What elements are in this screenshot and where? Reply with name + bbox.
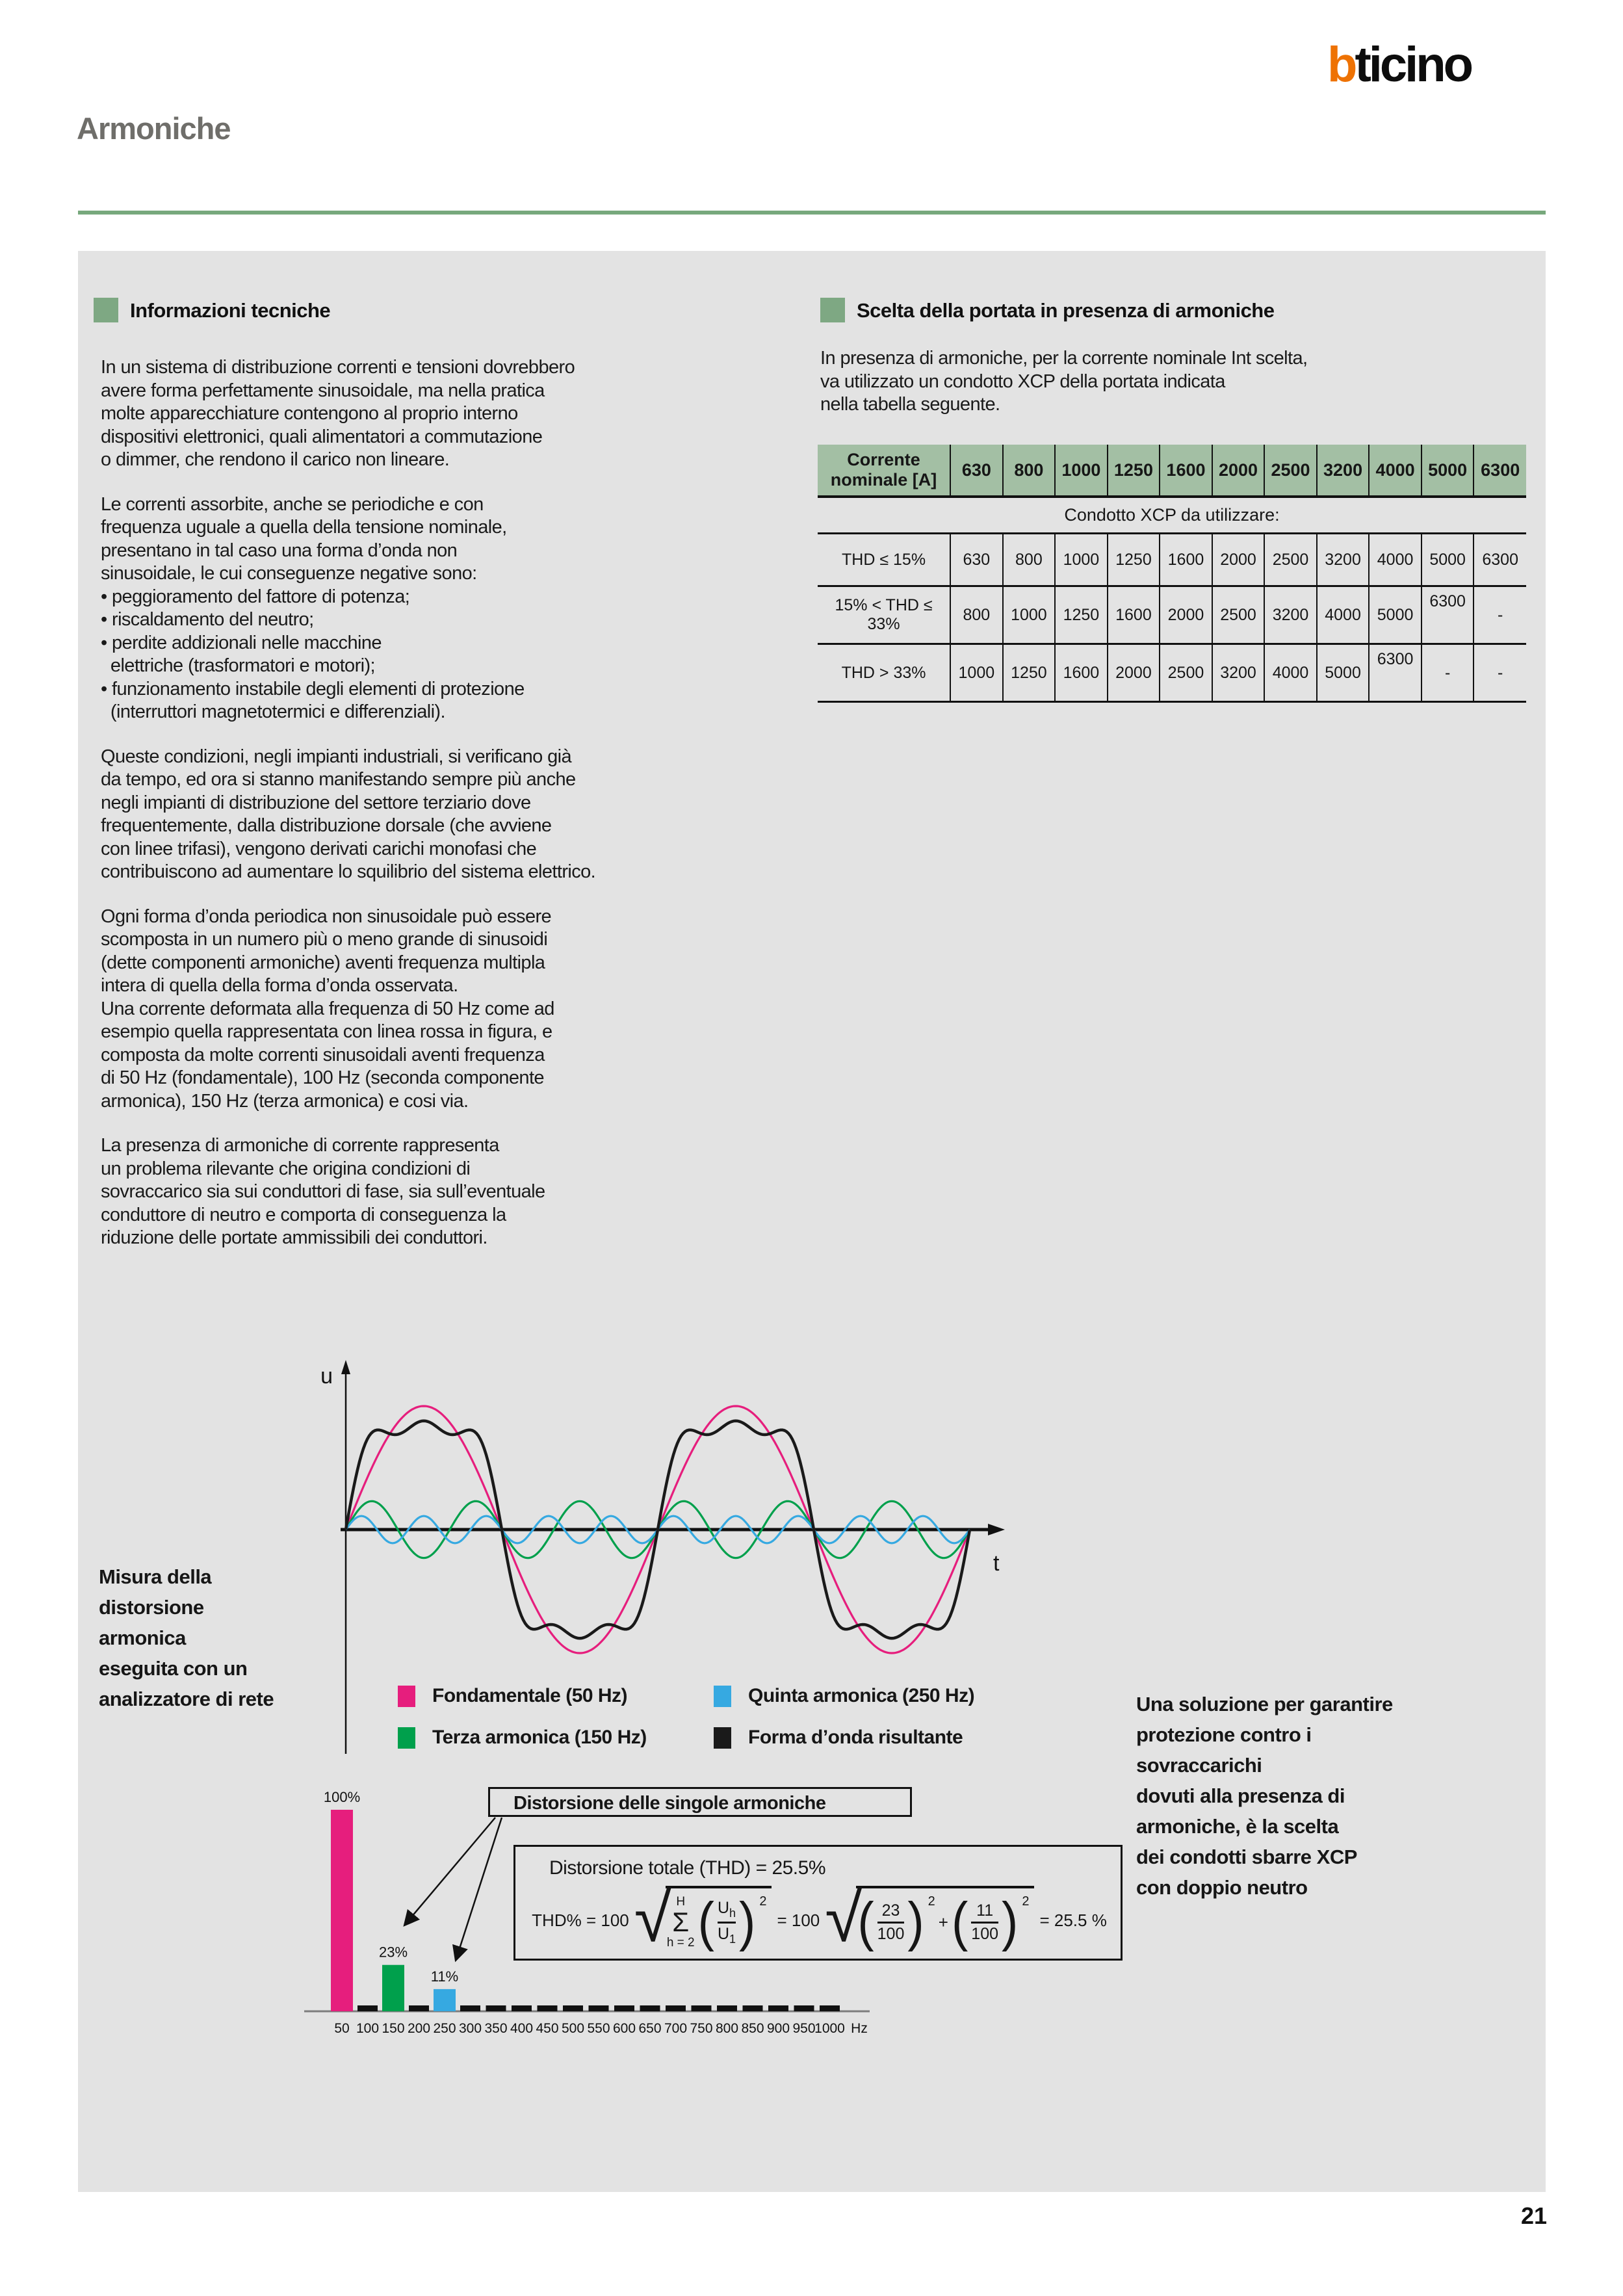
table-cell: 4000 — [1317, 586, 1370, 644]
table-header-cell: 1000 — [1055, 445, 1108, 497]
table-cell: 2000 — [1212, 534, 1265, 586]
table-header-cell: 6300 — [1474, 445, 1526, 497]
bar-stub — [563, 2005, 583, 2011]
body-paragraph-5: La presenza di armoniche di corrente rappresenta un problema rilevante che origina condizioni di sovraccarico sia sui conduttori di fase, sia sull’eventuale conduttore di neutro e comporta di conseguenza la riduzione delle portate ammissibili dei conduttori. — [101, 1135, 545, 1248]
legend-label: Forma d’onda risultante — [748, 1727, 963, 1748]
legend-swatch-icon — [714, 1727, 731, 1749]
tick-label: 450 — [536, 2021, 559, 2036]
paren-icon: ) — [739, 1891, 756, 1952]
section-marker-left — [94, 298, 118, 322]
table-intro — [820, 347, 1529, 438]
bar-stub — [486, 2005, 506, 2011]
table-row — [818, 644, 1526, 702]
table-cell: 2000 — [1108, 644, 1160, 702]
bar-stub — [409, 2005, 429, 2011]
tick-label: 750 — [690, 2021, 713, 2036]
legend-item — [398, 1685, 714, 1707]
section-title-left: Informazioni tecniche — [130, 299, 331, 322]
row-label: 15% < THD ≤ 33% — [818, 586, 950, 644]
legend-label: Terza armonica (150 Hz) — [432, 1727, 647, 1748]
legend-item — [714, 1685, 1019, 1707]
page-number: 21 — [1521, 2202, 1548, 2229]
bar-stub — [640, 2005, 660, 2011]
tick-label: 250 — [433, 2021, 456, 2036]
bar-stub — [357, 2005, 378, 2011]
paren-icon: ( — [951, 1891, 968, 1952]
table-cell: 3200 — [1317, 534, 1370, 586]
table-cell: 630 — [950, 534, 1003, 586]
body-paragraph-2: Le correnti assorbite, anche se periodiche e con frequenza uguale a quella della tensione nominale, presentano in tal caso una forma d’onda non sinusoidale, le cui conseguenze negative sono: • peggioramento del fattore di potenza; • riscaldamento del neutro; • perdite addizionali nelle macchine elettriche (trasformatori e motori); • funzionamento instabile degli elementi di protezione (interruttori magnetotermici e differenziali). — [101, 493, 525, 722]
table-cell: 4000 — [1369, 534, 1422, 586]
x-axis-arrow-icon — [988, 1524, 1005, 1535]
bar-stub — [538, 2005, 558, 2011]
sqrt-icon: √ — [825, 1881, 863, 1956]
tick-label: 600 — [612, 2021, 636, 2036]
exponent: 2 — [759, 1894, 767, 1909]
table-header-cell: 4000 — [1369, 445, 1422, 497]
thd-formula — [523, 1882, 1115, 1959]
tick-label: 700 — [664, 2021, 688, 2036]
sqrt-icon: √ — [634, 1881, 671, 1956]
x-axis-label: t — [993, 1551, 1000, 1576]
table-cell: 3200 — [1264, 586, 1317, 644]
table-cell: 1600 — [1108, 586, 1160, 644]
bar-value-label: 11% — [430, 1968, 459, 1985]
radical-2 — [825, 1881, 1034, 1956]
table-cell: 800 — [950, 586, 1003, 644]
fraction-uh-u1: $\frac{U_h}{U_1}$ — [717, 1898, 736, 1946]
table-cell: 2500 — [1264, 534, 1317, 586]
body-paragraph-1: In un sistema di distribuzione correnti e tensioni dovrebbero avere forma perfettamente sinusoidale, ma nella pratica molte apparecchiature contengono al proprio interno dispositivi elettronici, quali alimentatori a commutazione o dimmer, che rendono il carico non lineare. — [101, 357, 575, 470]
table-cell: 6300 — [1369, 644, 1422, 702]
sigma-icon: Σ — [672, 1907, 690, 1938]
table-row — [818, 586, 1526, 644]
tick-label: 800 — [715, 2021, 739, 2036]
arrow-to-fifth-harmonic-icon — [456, 1818, 502, 1961]
table-header-corrente: Corrente nominale [A] — [818, 445, 950, 497]
legend-swatch-icon — [398, 1686, 415, 1707]
table-header-cell: 5000 — [1422, 445, 1474, 497]
table-cell: 1250 — [1003, 644, 1056, 702]
bar-stub — [614, 2005, 634, 2011]
arrow-to-third-harmonic-icon — [404, 1818, 495, 1925]
exponent: 2 — [928, 1894, 935, 1909]
legend-label: Quinta armonica (250 Hz) — [748, 1685, 975, 1706]
tick-label: 500 — [561, 2021, 585, 2036]
fraction-23-100: $\frac{23}{100}$ — [877, 1901, 905, 1943]
table-subheader-row — [818, 497, 1526, 534]
bar-stub — [768, 2005, 788, 2011]
table-header-row — [818, 445, 1526, 497]
paren-icon: ) — [907, 1891, 924, 1952]
bar-stub — [589, 2005, 609, 2011]
tick-label: 350 — [484, 2021, 508, 2036]
table-cell: 5000 — [1422, 534, 1474, 586]
table-header-cell: 3200 — [1317, 445, 1370, 497]
bar-stub — [794, 2005, 814, 2011]
bar-stub — [692, 2005, 712, 2011]
table-header-cell: 1250 — [1108, 445, 1160, 497]
radical-1 — [634, 1881, 772, 1956]
table-header-cell: 2000 — [1212, 445, 1265, 497]
tick-label: 550 — [587, 2021, 610, 2036]
legend-swatch-icon — [714, 1686, 731, 1707]
table-header-cell: 1600 — [1160, 445, 1212, 497]
paren-icon: ) — [1002, 1891, 1019, 1952]
tick-label: 1000 — [814, 2021, 845, 2036]
tick-label: 150 — [382, 2021, 405, 2036]
table-cell: 2000 — [1160, 586, 1212, 644]
legend-label: Fondamentale (50 Hz) — [432, 1685, 628, 1706]
table-cell: 3200 — [1212, 644, 1265, 702]
table-header-cell: 630 — [950, 445, 1003, 497]
section-marker-right — [820, 298, 845, 322]
tick-label: 100 — [356, 2021, 380, 2036]
bar-stub — [743, 2005, 763, 2011]
table-row — [818, 534, 1526, 586]
bar-stub — [512, 2005, 532, 2011]
bar-stub — [717, 2005, 737, 2011]
table-cell: 800 — [1003, 534, 1056, 586]
table-cell: 4000 — [1264, 644, 1317, 702]
bar-50hz — [331, 1810, 353, 2011]
thd-formula-box — [513, 1845, 1123, 1961]
legend-swatch-icon — [398, 1727, 415, 1749]
tick-label: 850 — [741, 2021, 764, 2036]
solution-note: Una soluzione per garantire protezione contro i sovraccarichi dovuti alla presenza di armoniche, è la scelta dei condotti sbarre XCP con doppio neutro — [1136, 1693, 1393, 1899]
table-cell: 5000 — [1369, 586, 1422, 644]
table-header-cell: 800 — [1003, 445, 1056, 497]
xcp-rating-table — [818, 445, 1526, 703]
plus-sign: + — [938, 1912, 948, 1932]
body-paragraph-4: Ogni forma d’onda periodica non sinusoidale può essere scomposta in un numero più o meno grande di sinusoidi (dette componenti armoniche) aventi frequenza multipla intera di quella della forma d’onda osservata. Una corrente deformata alla frequenza di 50 Hz come ad esempio quella rappresentata con linea rossa in figura, e composta da molte correnti sinusoidali aventi frequenza di 50 Hz (fondamentale), 100 Hz (seconda componente armonica), 150 Hz (terza armonica) e cosi via. — [101, 906, 554, 1112]
tick-label: 900 — [766, 2021, 790, 2036]
body-paragraph-3: Queste condizioni, negli impianti industriali, si verificano già da tempo, ed ora si stanno manifestando sempre più anche negli impianti di distribuzione del settore terziario dove frequentemente, dalla distribuzione dorsale (che avviene con linee trifasi), vengono derivati carichi monofasi che contribuiscono ad aumentare lo squilibrio del sistema elettrico. — [101, 746, 596, 882]
table-cell: 1250 — [1055, 586, 1108, 644]
thd-total-label: Distorsione totale (THD) = 25.5% — [549, 1857, 826, 1879]
table-cell: 6300 — [1474, 534, 1526, 586]
y-axis-arrow-icon — [341, 1360, 350, 1374]
bar-value-label: 23% — [378, 1944, 408, 1961]
bticino-logo — [1327, 36, 1471, 93]
table-intro-text: In presenza di armoniche, per la corrente nominale Int scelta, va utilizzato un condotto XCP della portata indicata nella tabella seguente. — [820, 348, 1308, 415]
table-cell: 5000 — [1317, 644, 1370, 702]
table-subheader: Condotto XCP da utilizzare: — [818, 497, 1526, 534]
exponent: 2 — [1022, 1894, 1030, 1909]
bar-value-label: 100% — [323, 1789, 361, 1805]
logo-ticino: ticino — [1355, 37, 1472, 92]
table-cell: 1000 — [1003, 586, 1056, 644]
section-title-right: Scelta della portata in presenza di armoniche — [857, 299, 1275, 322]
table-cell: 6300 — [1422, 586, 1474, 644]
table-cell: 1600 — [1055, 644, 1108, 702]
bar-stub — [666, 2005, 686, 2011]
header-rule — [78, 211, 1546, 215]
row-label: THD > 33% — [818, 644, 950, 702]
logo-b: b — [1327, 37, 1355, 92]
formula-result: = 25.5 % — [1039, 1910, 1107, 1930]
tick-label: 300 — [458, 2021, 482, 2036]
table-cell: 2500 — [1160, 644, 1212, 702]
sum-lower: h = 2 — [666, 1935, 695, 1950]
waveform-legend — [398, 1685, 1019, 1749]
sum-upper: H — [676, 1895, 686, 1909]
table-cell: 2500 — [1212, 586, 1265, 644]
axis-unit-label: Hz — [851, 2021, 868, 2036]
formula-lhs: THD% = 100 — [532, 1910, 629, 1930]
table-cell: - — [1422, 644, 1474, 702]
legend-item — [398, 1727, 714, 1749]
table-cell: 1250 — [1108, 534, 1160, 586]
paren-icon: ( — [697, 1891, 714, 1952]
table-header-cell: 2500 — [1264, 445, 1317, 497]
figure-caption: Misura della distorsione armonica eseguita con un analizzatore di rete — [99, 1565, 274, 1710]
bar-chart-title-box: Distorsione delle singole armoniche — [488, 1787, 912, 1817]
table-cell: - — [1474, 644, 1526, 702]
table-cell: 1000 — [1055, 534, 1108, 586]
tick-label: 650 — [638, 2021, 662, 2036]
row-label: THD ≤ 15% — [818, 534, 950, 586]
fraction-11-100: $\frac{11}{100}$ — [971, 1901, 999, 1943]
tick-label: 200 — [407, 2021, 431, 2036]
table-cell: - — [1474, 586, 1526, 644]
table-cell: 1600 — [1160, 534, 1212, 586]
table-cell: 1000 — [950, 644, 1003, 702]
tick-label: 50 — [334, 2021, 350, 2036]
legend-item — [714, 1727, 1019, 1749]
tick-label: 400 — [510, 2021, 534, 2036]
bar-stub — [460, 2005, 480, 2011]
paren-icon: ( — [857, 1891, 874, 1952]
left-text-column — [101, 356, 829, 1272]
tick-label: 950 — [792, 2021, 816, 2036]
page-title: Armoniche — [77, 111, 231, 146]
bar-stub — [820, 2005, 840, 2011]
y-axis-label: u — [320, 1364, 333, 1389]
formula-mid: = 100 — [777, 1910, 820, 1930]
